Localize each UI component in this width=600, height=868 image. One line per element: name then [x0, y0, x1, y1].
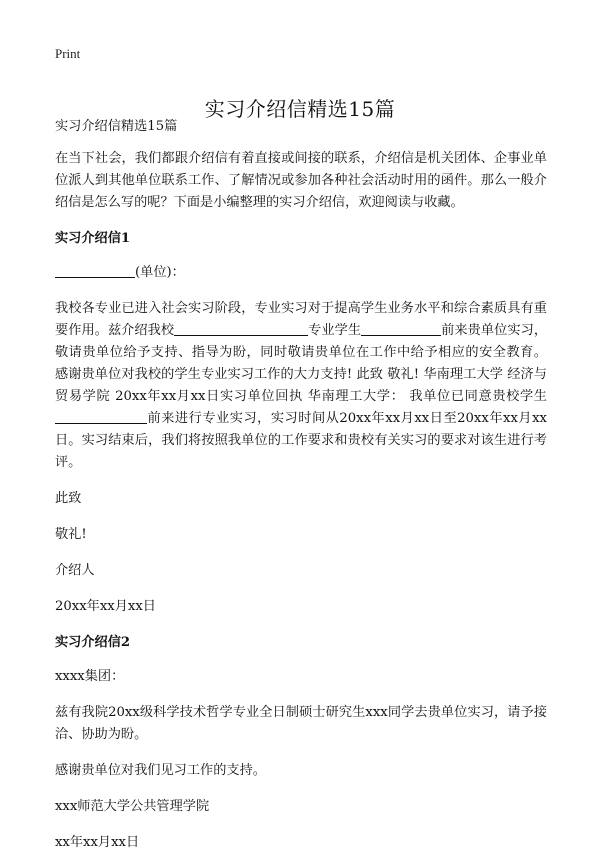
letter1-body-part4: 前来进行专业实习，实习时间从20xx年xx月xx日至20xx年xx月xx日。实习结束后，我们将按照我单位的工作要求和贵校有关实习的要求对该生进行考评。 [55, 411, 547, 470]
school-blank [174, 321, 308, 336]
letter1-salutation [55, 262, 547, 284]
page-title: 实习介绍信精选15篇 [204, 97, 396, 122]
student-blank [361, 321, 441, 336]
letter1-body-part2: 专业学生 [308, 323, 362, 338]
letter1-date: 20xx年xx月xx日 [55, 599, 156, 614]
letter2-signer: xxx师范大学公共管理学院 [55, 799, 210, 814]
intro-paragraph: 在当下社会，我们都跟介绍信有着直接或间接的联系，介绍信是机关团体、企事业单位派人到其他单位联系工作、了解情况或参加各种社会活动时用的函件。那么一般介绍信是怎么写的呢？下面是小编整理的实习介绍信，欢迎阅读与收藏。 [55, 151, 547, 210]
letter2-recipient: xxxx集团： [55, 669, 125, 684]
letter1-heading: 实习介绍信1 [55, 231, 131, 246]
letter1-body-part1: 我校各专业已进入社会实习阶段，专业实习对于提高学生业务水平和综合素质具有重要作用。兹介绍我校 [55, 301, 547, 338]
salutation-suffix: (单位)： [135, 265, 185, 280]
letter1-body-part3: 前来贵单位实习，敬请贵单位给予支持、指导为盼，同时敬请贵单位在工作中给予相应的安全教育。 感谢贵单位对我校的学生专业实习工作的大力支持! 此致 敬礼! 华南理工大学 经济与贸易学院 20xx年xx月xx日实习单位回执 华南理工大学： 我单位已同意贵校学生 [55, 323, 548, 404]
letter1-closing1: 此致 [55, 491, 82, 506]
letter2-date: xx年xx月xx日 [55, 835, 140, 850]
student-blank-2 [55, 409, 147, 424]
letter2-heading: 实习介绍信2 [55, 635, 131, 650]
letter2-body: 兹有我院20xx级科学技术哲学专业全日制硕士研究生xxx同学去贵单位实习，请予接洽、协助为盼。 [55, 705, 547, 742]
print-link[interactable]: Print [55, 46, 81, 61]
document-subtitle: 实习介绍信精选15篇 [55, 119, 178, 134]
letter1-body [55, 298, 547, 474]
letter2-thanks: 感谢贵单位对我们见习工作的支持。 [55, 763, 266, 778]
document-body [55, 116, 547, 868]
unit-blank [55, 263, 135, 278]
letter1-signer: 介绍人 [55, 563, 95, 578]
letter1-closing2: 敬礼! [55, 527, 87, 542]
